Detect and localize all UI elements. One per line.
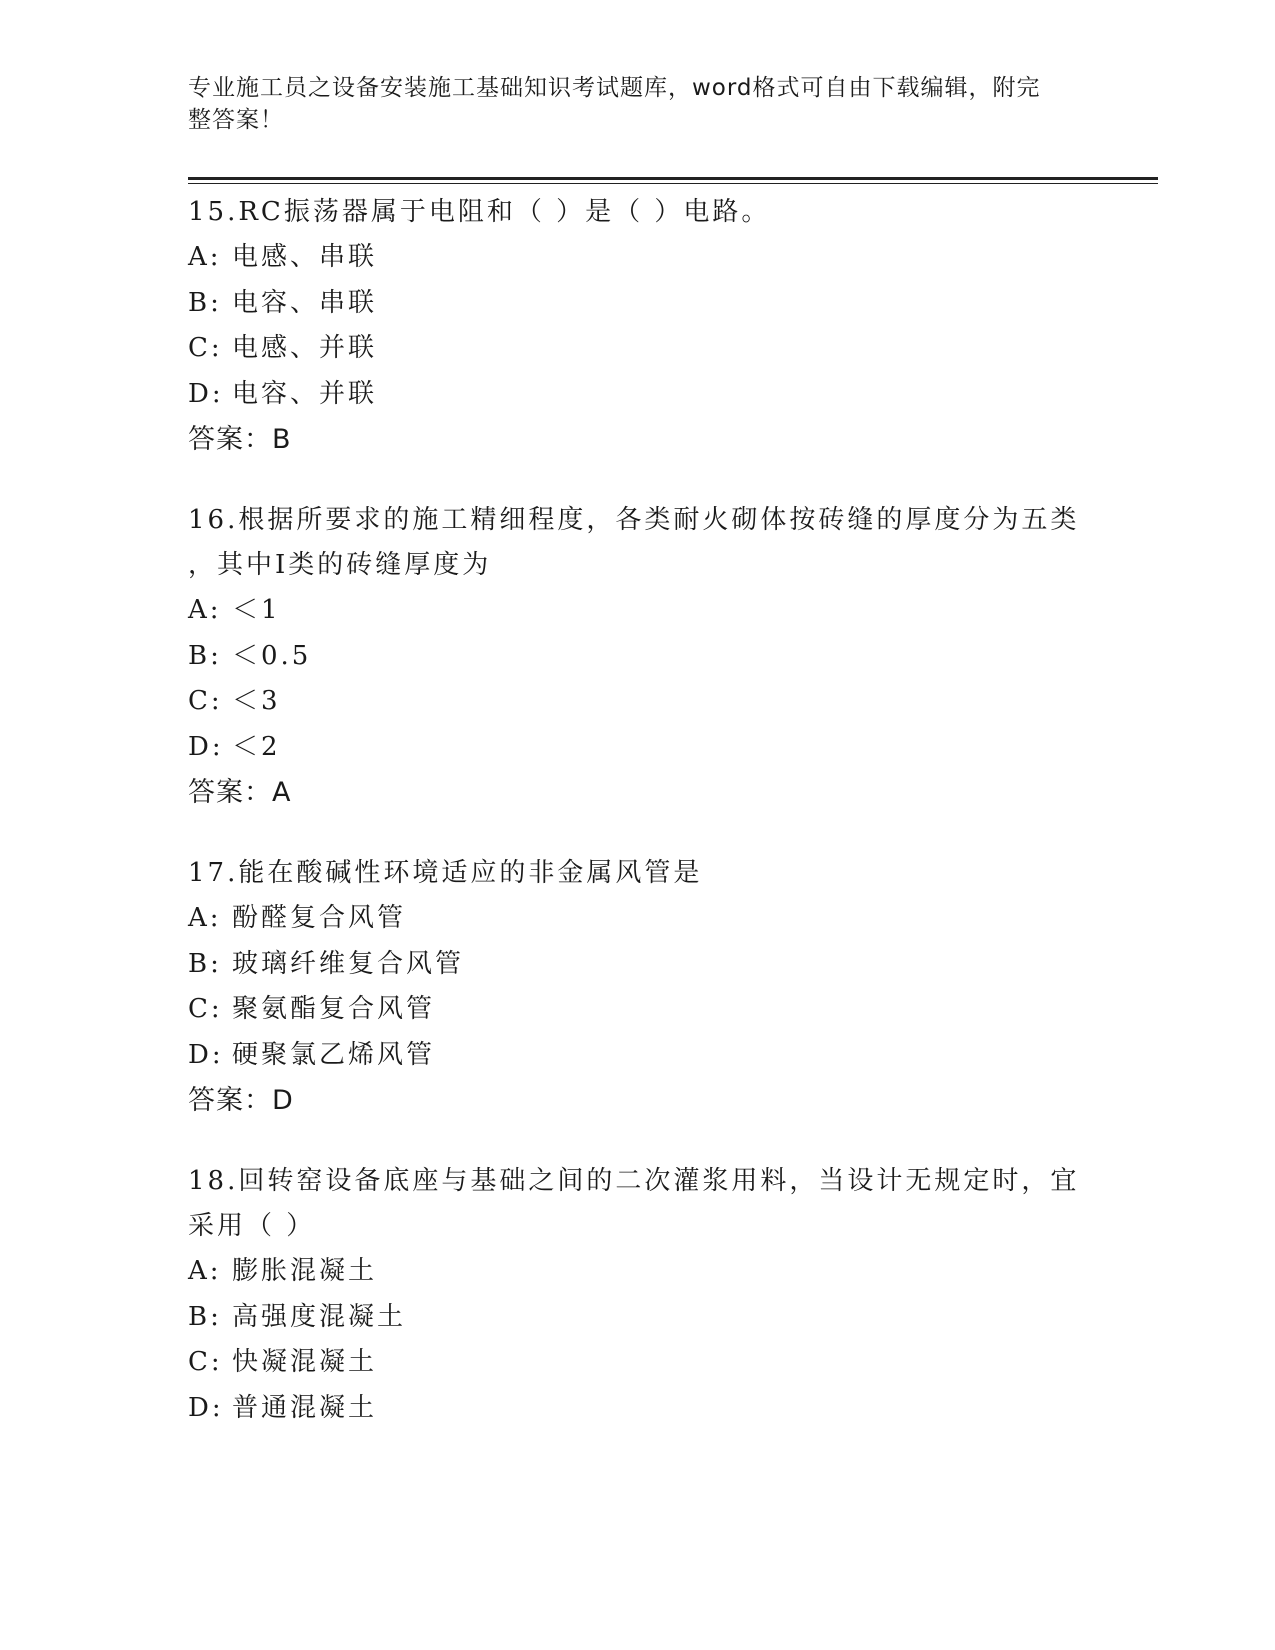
question-stem-continued: 采用（ ） <box>188 1211 316 1241</box>
question-16 <box>188 498 1088 815</box>
option-text: 快凝混凝土 <box>232 1347 378 1377</box>
option-a <box>188 235 1088 281</box>
question-stem-continued: ，其中Ⅰ类的砖缝厚度为 <box>188 550 492 580</box>
question-stem: 18.回转窑设备底座与基础之间的二次灌浆用料，当设计无规定时，宜 <box>188 1166 1080 1196</box>
option-a <box>188 896 1088 942</box>
option-text: 高强度混凝土 <box>232 1301 407 1332</box>
option-d <box>188 725 1088 771</box>
question-stem: 16.根据所要求的施工精细程度，各类耐火砌体按砖缝的厚度分为五类 <box>188 505 1080 535</box>
option-text: 聚氨酯复合风管 <box>232 994 436 1024</box>
answer-line: 答案：A <box>188 777 292 808</box>
option-text: 电感、并联 <box>232 333 378 363</box>
option-key: C: <box>188 1347 223 1377</box>
question-15 <box>188 190 1088 462</box>
answer-line: 答案：D <box>188 1085 294 1116</box>
option-c <box>188 679 1088 725</box>
question-list <box>188 190 1088 1467</box>
option-key: C: <box>188 686 223 716</box>
option-text: 电容、串联 <box>232 287 378 318</box>
option-text: 玻璃纤维复合风管 <box>232 948 465 979</box>
option-d <box>188 1386 1088 1432</box>
option-b <box>188 634 1088 680</box>
option-text: 电容、并联 <box>232 378 378 409</box>
option-text: 普通混凝土 <box>232 1392 378 1423</box>
question-stem: 15.RC振荡器属于电阻和（ ）是（ ）电路。 <box>188 197 771 227</box>
header-divider-thin <box>188 183 1158 184</box>
option-key: D: <box>188 1392 224 1423</box>
option-text: 硬聚氯乙烯风管 <box>232 1039 436 1070</box>
option-key: B: <box>188 287 222 318</box>
option-text: 酚醛复合风管 <box>232 903 407 933</box>
option-key: B: <box>188 948 222 979</box>
option-key: D: <box>188 731 224 762</box>
option-key: B: <box>188 640 222 671</box>
document-header <box>188 72 1088 136</box>
option-c <box>188 987 1088 1033</box>
option-key: A: <box>188 595 222 625</box>
answer-line: 答案：B <box>188 424 292 455</box>
option-b <box>188 281 1088 327</box>
option-b <box>188 1295 1088 1341</box>
option-key: C: <box>188 333 223 363</box>
option-b <box>188 942 1088 988</box>
header-line-2: 整答案！ <box>188 107 284 133</box>
option-text: ＜1 <box>232 595 281 625</box>
option-c <box>188 326 1088 372</box>
option-text: ＜2 <box>232 731 281 762</box>
option-key: C: <box>188 994 223 1024</box>
option-key: A: <box>188 1256 222 1286</box>
option-c <box>188 1340 1088 1386</box>
option-text: ＜3 <box>232 686 281 716</box>
option-key: B: <box>188 1301 222 1332</box>
option-a <box>188 588 1088 634</box>
option-d <box>188 372 1088 418</box>
option-text: 电感、串联 <box>232 242 378 272</box>
question-stem: 17.能在酸碱性环境适应的非金属风管是 <box>188 858 703 888</box>
question-18 <box>188 1159 1088 1431</box>
header-line-1: 专业施工员之设备安装施工基础知识考试题库，word格式可自由下载编辑，附完 <box>188 75 1041 101</box>
option-text: 膨胀混凝土 <box>232 1256 378 1286</box>
option-d <box>188 1033 1088 1079</box>
option-key: D: <box>188 1039 224 1070</box>
option-text: ＜0.5 <box>232 640 312 671</box>
option-a <box>188 1249 1088 1295</box>
question-17 <box>188 851 1088 1123</box>
option-key: A: <box>188 242 222 272</box>
header-divider-thick <box>188 177 1158 180</box>
option-key: A: <box>188 903 222 933</box>
option-key: D: <box>188 378 224 409</box>
